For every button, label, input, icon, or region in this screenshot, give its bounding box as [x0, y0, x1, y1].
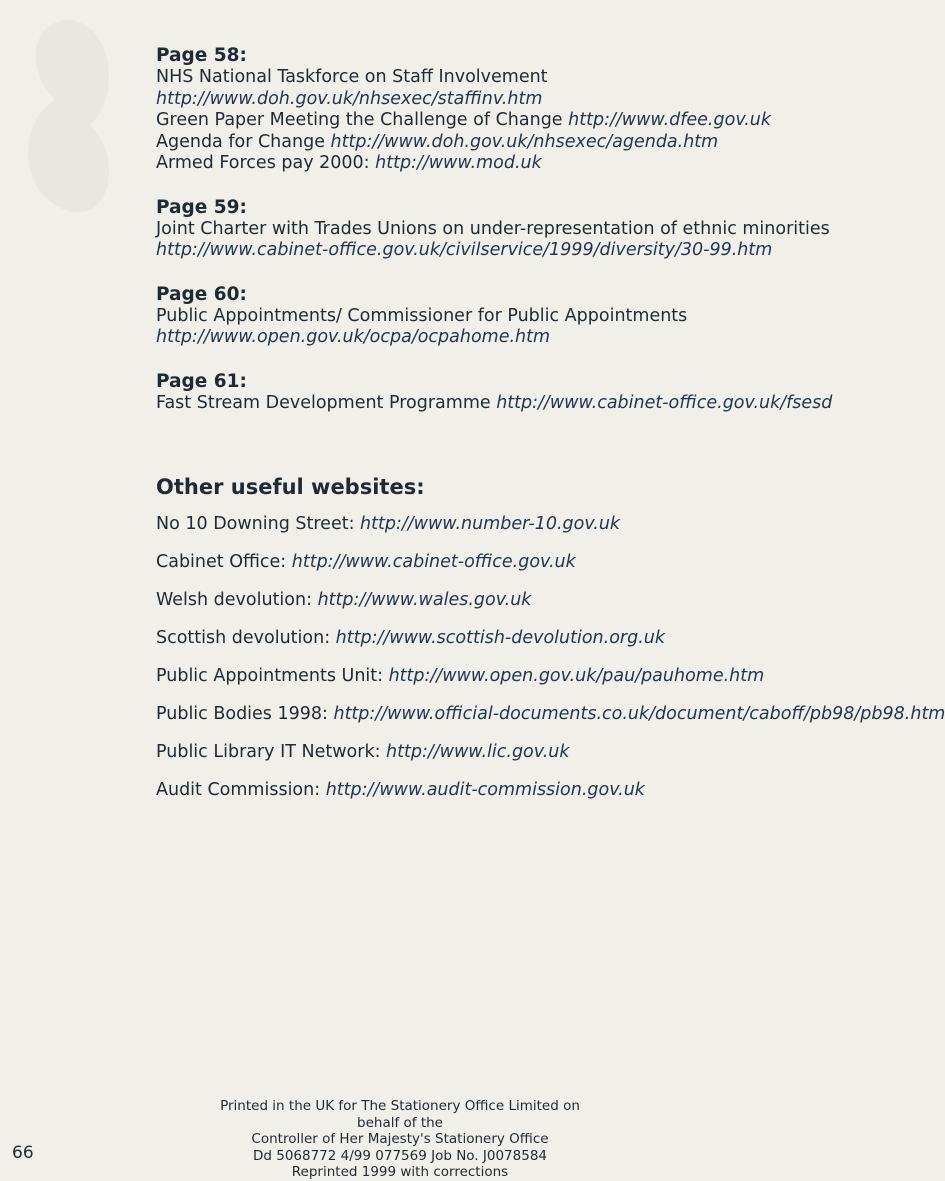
website-entry — [156, 666, 786, 687]
reference-link[interactable]: http://www.cabinet-office.gov.uk/civilservice/1999/diversity/30-99.htm — [156, 240, 773, 260]
document-content — [156, 45, 945, 818]
website-title: Public Appointments Unit: — [156, 666, 389, 686]
website-link[interactable]: http://www.wales.gov.uk — [317, 590, 532, 610]
reference-entry — [156, 153, 786, 175]
reference-title: NHS National Taskforce on Staff Involvement — [156, 67, 548, 87]
reference-title: Green Paper Meeting the Challenge of Change — [156, 110, 569, 130]
website-link[interactable]: http://www.audit-commission.gov.uk — [325, 780, 645, 800]
website-entry — [156, 552, 786, 573]
section-heading: Page 61: — [156, 370, 247, 392]
website-title: Public Library IT Network: — [156, 742, 387, 762]
website-title: Public Bodies 1998: — [156, 704, 334, 724]
reference-title: Joint Charter with Trades Unions on under-representation of ethnic minorities — [156, 218, 830, 239]
reference-title: Public Appointments/ Commissioner for Public Appointments — [156, 305, 688, 326]
reference-link[interactable]: http://www.doh.gov.uk/nhsexec/agenda.htm — [330, 131, 719, 152]
reference-entry — [156, 392, 833, 415]
reference-link[interactable]: http://www.dfee.gov.uk — [568, 110, 772, 130]
website-title: Audit Commission: — [156, 780, 326, 800]
section-page-60 — [156, 284, 786, 349]
reference-link[interactable]: http://www.cabinet-office.gov.uk/fsesd — [496, 392, 833, 413]
other-websites-heading: Other useful websites: — [156, 475, 425, 499]
imprint-line: Dd 5068772 4/99 077569 Job No. J0078584 — [252, 1147, 547, 1164]
website-link[interactable]: http://www.official-documents.co.uk/document/caboff/pb98/pb98.htm — [333, 704, 945, 724]
imprint-line: Controller of Her Majesty's Stationery Office — [251, 1131, 549, 1147]
reference-title: Armed Forces pay 2000: — [156, 153, 376, 173]
reference-entry — [156, 110, 786, 132]
website-entry — [156, 514, 786, 535]
website-link[interactable]: http://www.scottish-devolution.org.uk — [335, 628, 665, 648]
reference-link[interactable]: http://www.mod.uk — [375, 153, 542, 173]
reference-title: Fast Stream Development Programme — [156, 392, 497, 413]
section-heading: Page 59: — [156, 196, 247, 218]
website-title: Welsh devolution: — [156, 590, 318, 610]
section-page-58 — [156, 45, 786, 175]
website-entry — [156, 742, 786, 763]
website-title: No 10 Downing Street: — [156, 514, 361, 534]
website-title: Scottish devolution: — [156, 628, 336, 648]
website-link[interactable]: http://www.open.gov.uk/pau/pauhome.htm — [388, 666, 765, 686]
imprint-line: Reprinted 1999 with corrections — [291, 1164, 509, 1180]
reference-title: Agenda for Change — [156, 131, 331, 152]
printer-imprint — [200, 1098, 600, 1181]
section-page-61 — [156, 370, 833, 415]
website-entry — [156, 780, 786, 801]
page-number: 66 — [12, 1143, 34, 1163]
reference-link[interactable]: http://www.open.gov.uk/ocpa/ocpahome.htm — [156, 327, 551, 347]
section-other-websites — [156, 474, 945, 801]
website-link[interactable]: http://www.lic.gov.uk — [386, 742, 570, 762]
section-heading: Page 58: — [156, 45, 247, 66]
website-entry — [156, 590, 786, 611]
website-link[interactable]: http://www.cabinet-office.gov.uk — [291, 552, 576, 572]
imprint-line: Printed in the UK for The Stationery Office Limited on behalf of the — [220, 1098, 580, 1131]
website-entry — [156, 704, 945, 725]
website-entry — [156, 628, 786, 649]
website-title: Cabinet Office: — [156, 552, 292, 572]
reference-entry — [156, 132, 786, 154]
section-heading: Page 60: — [156, 283, 247, 305]
website-link[interactable]: http://www.number-10.gov.uk — [360, 514, 621, 534]
reference-link[interactable]: http://www.doh.gov.uk/nhsexec/staffinv.htm — [156, 88, 543, 109]
watermark-graphic — [10, 10, 130, 240]
section-page-59 — [156, 196, 830, 262]
